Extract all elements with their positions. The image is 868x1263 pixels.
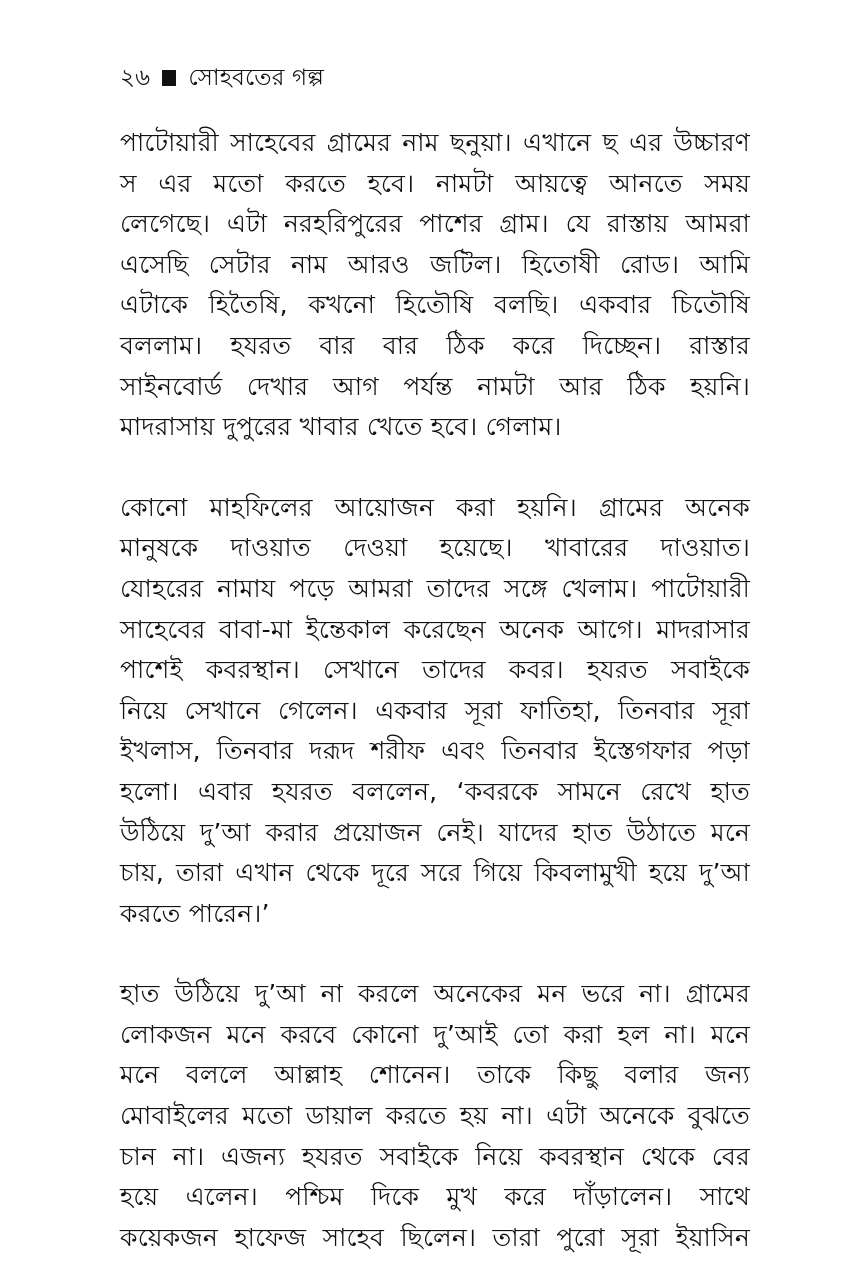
text-line: চান না। এজন্য হযরত সবাইকে নিয়ে কবরস্থান থেকে বের (120, 1141, 750, 1171)
text-line: চায়, তারা এখান থেকে দূরে সরে গিয়ে কিবলামুখী হয়ে দু’আ (120, 858, 750, 888)
text-line: এসেছি সেটার নাম আরও জটিল। হিতোষী রোড। আমি (120, 249, 750, 279)
text-line: ইখলাস, তিনবার দরূদ শরীফ এবং তিনবার ইস্তেগফার পড়া (120, 736, 750, 766)
text-line: হয়ে এলেন। পশ্চিম দিকে মুখ করে দাঁড়ালেন। সাথে (120, 1182, 750, 1212)
text-line: হলো। এবার হযরত বললেন, ‘কবরকে সামনে রেখে হাত (120, 776, 750, 806)
text-line: এটাকে হিতৈষি, কখনো হিতৌষি বলছি। একবার চিতৌষি (120, 290, 750, 320)
text-line: মনে বললে আল্লাহ শোনেন। তাকে কিছু বলার জন্য (120, 1060, 750, 1090)
header-square-icon (162, 70, 176, 86)
text-line: স এর মতো করতে হবে। নামটা আয়ত্বে আনতে সময় (120, 168, 750, 198)
text-line: পাটোয়ারী সাহেবের গ্রামের নাম ছনুয়া। এখানে ছ এর উচ্চারণ (120, 128, 750, 157)
text-line: উঠিয়ে দু’আ করার প্রয়োজন নেই। যাদের হাত উঠাতে মনে (120, 817, 750, 847)
text-line: সাইনবোর্ড দেখার আগ পর্যন্ত নামটা আর ঠিক হয়নি। (120, 371, 750, 401)
body-text (120, 123, 750, 1258)
text-line: বললাম। হযরত বার বার ঠিক করে দিচ্ছেন। রাস্তার (120, 330, 750, 360)
running-header (120, 58, 324, 98)
text-line: হাত উঠিয়ে দু’আ না করলে অনেকের মন ভরে না। গ্রামের (120, 979, 750, 1009)
book-title: সোহবতের গল্প (188, 64, 324, 91)
page-number: ২৬ (120, 64, 151, 91)
text-line: মাদরাসায় দুপুরের খাবার খেতে হবে। গেলাম। (120, 412, 562, 442)
text-line: সাহেবের বাবা-মা ইন্তেকাল করেছেন অনেক আগে। মাদরাসার (120, 614, 750, 644)
paragraph-1 (120, 123, 750, 448)
text-line: যোহরের নামায পড়ে আমরা তাদের সঙ্গে খেলাম। পাটোয়ারী (120, 573, 750, 603)
paragraph-2 (120, 488, 750, 935)
paragraph-3 (120, 974, 750, 1258)
text-line: কয়েকজন হাফেজ সাহেব ছিলেন। তারা পুরো সূরা ইয়াসিন (120, 1222, 750, 1252)
text-line: লোকজন মনে করবে কোনো দু’আই তো করা হল না। মনে (120, 1019, 750, 1049)
text-line: পাশেই কবরস্থান। সেখানে তাদের কবর। হযরত সবাইকে (120, 655, 750, 685)
text-line: মোবাইলের মতো ডায়াল করতে হয় না। এটা অনেকে বুঝতে (120, 1101, 750, 1131)
text-line: করতে পারেন।’ (120, 898, 270, 928)
text-line: মানুষকে দাওয়াত দেওয়া হয়েছে। খাবারের দাওয়াত। (120, 533, 750, 563)
text-line: লেগেছে। এটা নরহরিপুরের পাশের গ্রাম। যে রাস্তায় আমরা (120, 209, 750, 239)
text-line: কোনো মাহফিলের আয়োজন করা হয়নি। গ্রামের অনেক (120, 492, 750, 522)
text-line: নিয়ে সেখানে গেলেন। একবার সূরা ফাতিহা, তিনবার সূরা (120, 695, 750, 725)
